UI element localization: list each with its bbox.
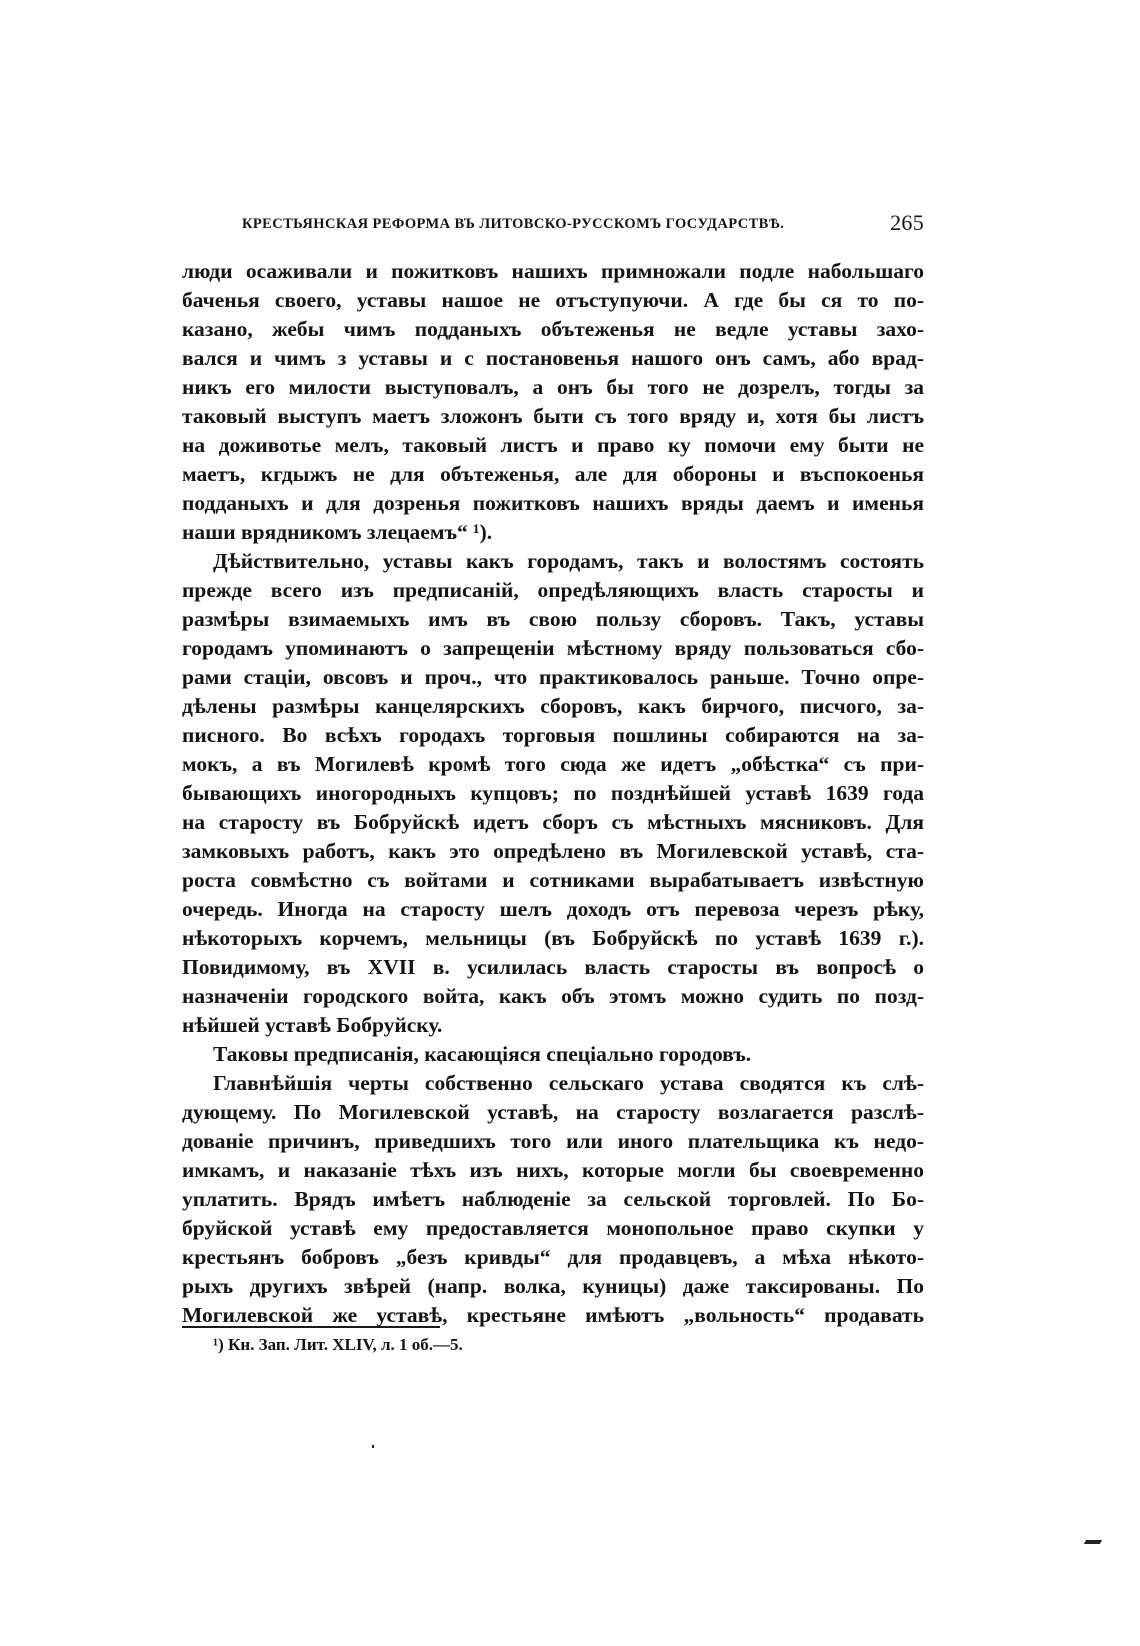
footnote-divider	[182, 1326, 440, 1328]
text-line: дующему. По Могилевской уставѣ, на старосту возлагается разслѣ-	[182, 1100, 924, 1124]
scan-mark	[1084, 1540, 1102, 1544]
text-line: писного. Во всѣхъ городахъ торговыя пошлины собираются на за-	[182, 723, 924, 747]
text-line: Дѣйствительно, уставы какъ городамъ, такъ и волостямъ состоять	[213, 549, 924, 573]
running-title: КРЕСТЬЯНСКАЯ РЕФОРМА ВЪ ЛИТОВСКО-РУССКОМЪ ГОСУДАРСТВѢ.	[242, 216, 785, 232]
text-line: бруйской уставѣ ему предоставляется монопольное право скупки у	[182, 1216, 924, 1240]
text-line: очередь. Иногда на старосту шелъ доходъ отъ перевоза черезъ рѣку,	[182, 897, 924, 921]
text-line: рами стаціи, овсовъ и проч., что практиковалось раньше. Точно опре-	[182, 665, 924, 689]
text-line: на старосту въ Бобруйскѣ идетъ сборъ съ мѣстныхъ мясниковъ. Для	[182, 810, 924, 834]
text-line: дѣлены размѣры канцелярскихъ сборовъ, какъ бирчого, писчого, за-	[182, 694, 924, 718]
text-line: замковыхъ работъ, какъ это опредѣлено въ Могилевской уставѣ, ста-	[182, 839, 924, 863]
text-line: на доживотье мелъ, таковый листъ и право ку помочи ему быти не	[182, 433, 924, 457]
text-line: рыхъ другихъ звѣрей (напр. волка, куницы) даже таксированы. По	[182, 1274, 924, 1298]
text-line: дованіе причинъ, приведшихъ того или иного плательщика къ недо-	[182, 1129, 924, 1153]
text-line: Главнѣйшія черты собственно сельскаго устава сводятся къ слѣ-	[213, 1071, 924, 1095]
text-line: наши врядникомъ злецаемъ“ ¹).	[182, 520, 493, 544]
text-line: баченья своего, уставы нашое не отъступуючи. А где бы ся то по-	[182, 288, 924, 312]
text-line: крестьянъ бобровъ „безъ кривды“ для продавцевъ, а мѣха нѣкото-	[182, 1245, 924, 1269]
footnote: ¹) Кн. Зап. Лит. XLIV, л. 1 об.—5.	[213, 1335, 463, 1354]
text-line: казано, жебы чимъ подданыхъ обътеженья не ведле уставы захо-	[182, 317, 924, 341]
text-line: таковый выступъ маетъ зложонъ быти съ того вряду и, хотя бы листъ	[182, 404, 924, 428]
text-line: размѣры взимаемыхъ имъ въ свою пользу сборовъ. Такъ, уставы	[182, 607, 924, 631]
text-line: мокъ, а въ Могилевѣ кромѣ того сюда же идетъ „обѣстка“ съ при-	[182, 752, 924, 776]
text-line: люди осаживали и пожитковъ нашихъ примножали подле набольшаго	[182, 259, 924, 283]
text-line: имкамъ, и наказаніе тѣхъ изъ нихъ, которые могли бы своевременно	[182, 1158, 924, 1182]
text-line: подданыхъ и для дозренья пожитковъ нашихъ вряды даемъ и именья	[182, 491, 924, 515]
text-line: городамъ упоминаютъ о запрещеніи мѣстному вряду пользоваться сбо-	[182, 636, 924, 660]
text-line: маетъ, кгдыжъ не для обътеженья, але для обороны и въспокоенья	[182, 462, 924, 486]
text-line: бывающихъ иногородныхъ купцовъ; по позднѣйшей уставѣ 1639 года	[182, 781, 924, 805]
text-line: Таковы предписанія, касающіяся спеціально городовъ.	[213, 1042, 752, 1066]
text-line: вался и чимъ з уставы и с постановенья нашого онъ самъ, або врад-	[182, 346, 924, 370]
text-line: никъ его милости выступовалъ, а онъ бы того не дозрелъ, тогды за	[182, 375, 924, 399]
scan-speck	[372, 1445, 374, 1448]
text-line: Могилевской же уставѣ, крестьяне имѣютъ „вольность“ продавать	[182, 1303, 924, 1327]
page-number: 265	[890, 210, 924, 235]
text-line: назначеніи городского войта, какъ объ этомъ можно судить по позд-	[182, 984, 924, 1008]
text-line: нѣйшей уставѣ Бобруйску.	[182, 1013, 443, 1037]
text-line: уплатить. Врядъ имѣетъ наблюденіе за сельской торговлей. По Бо-	[182, 1187, 924, 1211]
text-line: Повидимому, въ XVII в. усилилась власть старосты въ вопросѣ о	[182, 955, 924, 979]
text-line: нѣкоторыхъ корчемъ, мельницы (въ Бобруйскѣ по уставѣ 1639 г.).	[182, 926, 924, 950]
text-line: роста совмѣстно съ войтами и сотниками вырабатываетъ извѣстную	[182, 868, 924, 892]
text-line: прежде всего изъ предписаній, опредѣляющихъ власть старосты и	[182, 578, 924, 602]
